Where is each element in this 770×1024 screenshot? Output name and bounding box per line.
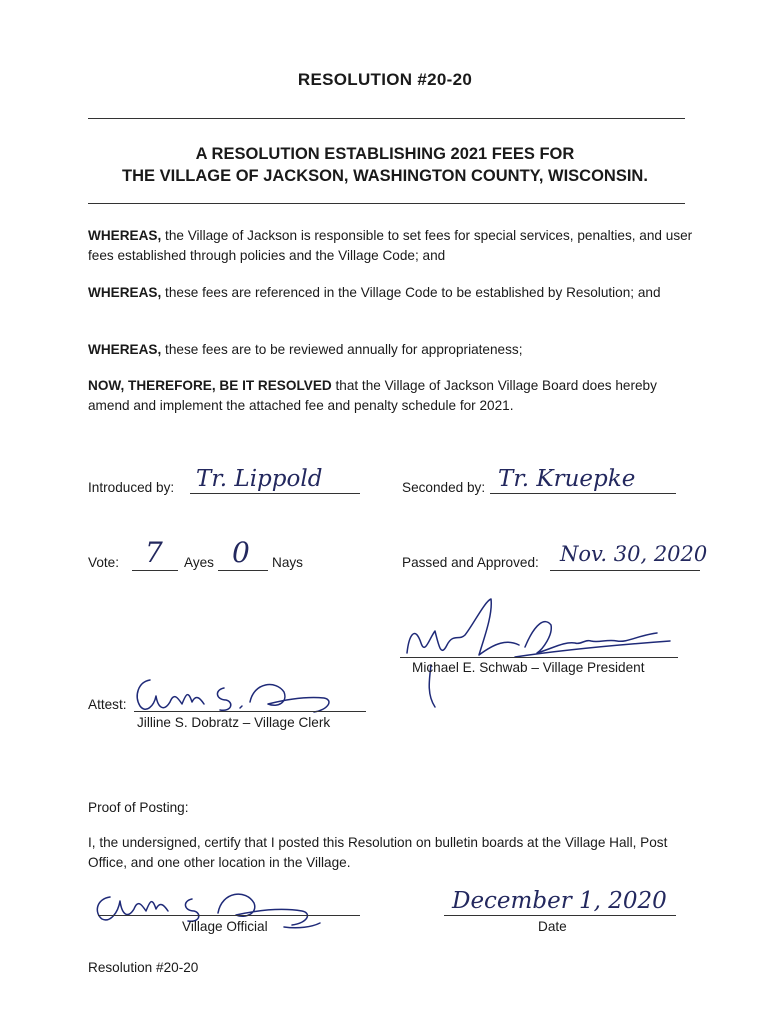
seconded-line — [490, 493, 676, 494]
paragraph-text: that the Village of Jackson Village Board does hereby amend and implement the attached fee and penalty schedule for 2021. — [88, 378, 657, 413]
passed-approved-handwriting: Nov. 30, 2020 — [560, 542, 708, 566]
date-line — [444, 915, 676, 916]
paragraph-lead: WHEREAS, — [88, 228, 162, 243]
passed-approved-label: Passed and Approved: — [402, 555, 539, 570]
subtitle-line-2: THE VILLAGE OF JACKSON, WASHINGTON COUNTY, WISCONSIN. — [122, 167, 648, 185]
attest-line — [134, 711, 366, 712]
ayes-label: Ayes — [184, 555, 214, 570]
subtitle-divider — [88, 203, 685, 204]
whereas-paragraph-2 — [88, 283, 698, 303]
posting-date-handwriting: December 1, 2020 — [452, 888, 667, 914]
official-line — [98, 915, 360, 916]
ayes-line — [132, 570, 178, 571]
seconded-handwriting: Tr. Kruepke — [498, 466, 636, 492]
paragraph-lead: NOW, THEREFORE, BE IT RESOLVED — [88, 378, 332, 393]
paragraph-text: the Village of Jackson is responsible to set fees for special services, penalties, and user fees established through policies and the Village Code; and — [88, 228, 693, 263]
introduced-handwriting: Tr. Lippold — [196, 466, 323, 492]
ayes-handwriting: 7 — [145, 536, 163, 569]
nays-label: Nays — [272, 555, 303, 570]
paragraph-text: these fees are to be reviewed annually for appropriateness; — [161, 342, 523, 357]
proof-of-posting-heading: Proof of Posting: — [88, 800, 189, 815]
president-name: Michael E. Schwab – Village President — [412, 660, 645, 675]
paragraph-text: these fees are referenced in the Village Code to be established by Resolution; and — [161, 285, 661, 300]
vote-label: Vote: — [88, 555, 119, 570]
whereas-paragraph-1 — [88, 226, 698, 266]
passed-approved-line — [550, 570, 700, 571]
resolution-title: RESOLUTION #20-20 — [297, 70, 473, 89]
attest-label: Attest: — [88, 697, 127, 712]
title-divider — [88, 118, 685, 119]
date-label: Date — [538, 919, 567, 934]
posting-certification: I, the undersigned, certify that I posted this Resolution on bulletin boards at the Village Hall, Post Office, and one other location in the Village. — [88, 835, 668, 870]
introduced-line — [190, 493, 360, 494]
introduced-label: Introduced by: — [88, 480, 175, 495]
nays-line — [218, 570, 268, 571]
clerk-name: Jilline S. Dobratz – Village Clerk — [137, 715, 331, 730]
president-signature — [395, 595, 695, 715]
whereas-paragraph-3 — [88, 340, 698, 360]
resolved-paragraph — [88, 376, 698, 416]
official-label: Village Official — [182, 919, 268, 934]
resolution-subtitle — [60, 143, 710, 187]
footer-resolution-number: Resolution #20-20 — [88, 960, 199, 975]
seconded-label: Seconded by: — [402, 480, 486, 495]
subtitle-line-1: A RESOLUTION ESTABLISHING 2021 FEES FOR — [195, 145, 575, 163]
president-line — [400, 657, 678, 658]
paragraph-lead: WHEREAS, — [88, 342, 162, 357]
nays-handwriting: 0 — [232, 536, 250, 569]
paragraph-lead: WHEREAS, — [88, 285, 162, 300]
